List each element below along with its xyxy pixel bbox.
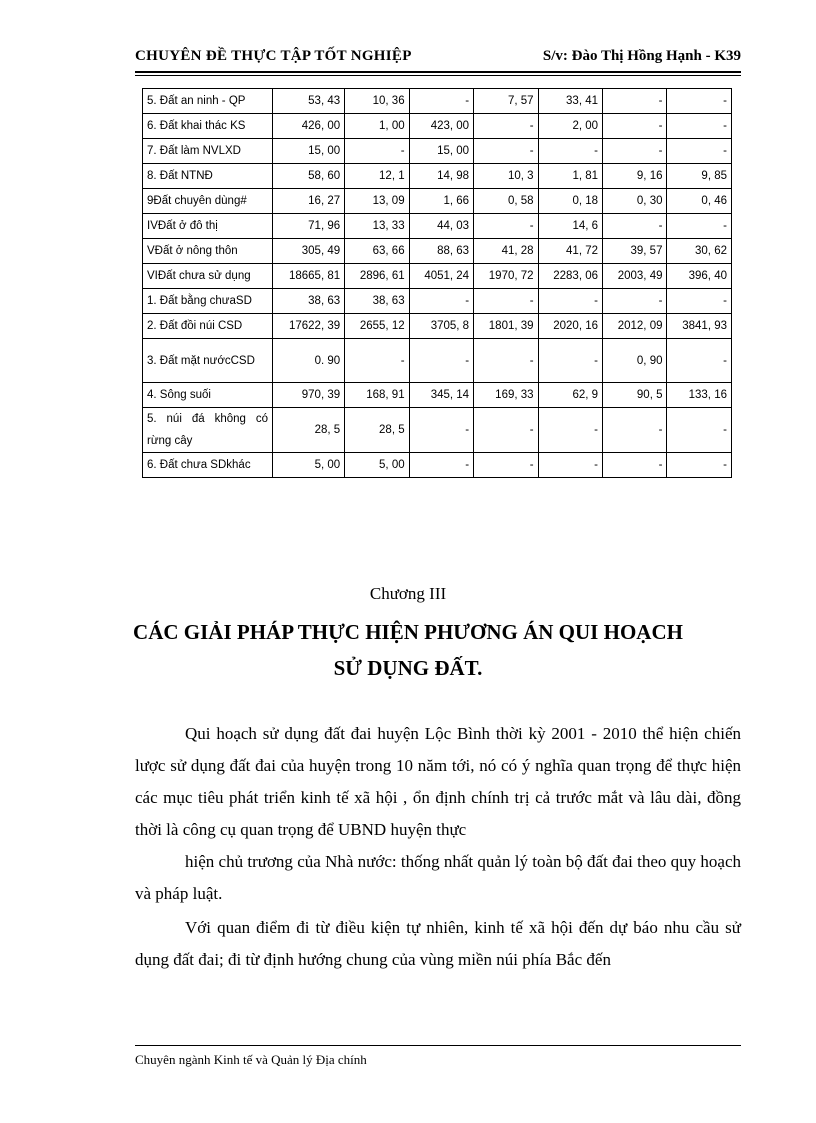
table-cell: 1, 81 xyxy=(538,164,602,189)
table-row xyxy=(143,383,732,408)
table-cell: 2655, 12 xyxy=(345,314,409,339)
table-cell: 5, 00 xyxy=(273,453,345,478)
row-label: 9Đất chuyên dùng# xyxy=(143,189,273,214)
paragraph-3: Với quan điểm đi từ điều kiện tự nhiên, kinh tế xã hội đến dự báo nhu cầu sử dụng đất đai; đi từ định hướng chung của vùng miền núi phía Bắc đến xyxy=(135,918,741,969)
table-cell: 345, 14 xyxy=(409,383,473,408)
table-cell: 41, 72 xyxy=(538,239,602,264)
table-cell: 2020, 16 xyxy=(538,314,602,339)
table-cell: 0, 58 xyxy=(474,189,538,214)
paragraph-2: hiện chủ trương của Nhà nước: thống nhất quản lý toàn bộ đất đai theo quy hoạch và pháp luật. xyxy=(135,852,741,903)
table-cell: 0, 46 xyxy=(667,189,732,214)
table-cell: 0, 18 xyxy=(538,189,602,214)
table-cell: - xyxy=(345,139,409,164)
table-cell: - xyxy=(667,289,732,314)
page-header xyxy=(135,48,741,70)
table-cell: 18665, 81 xyxy=(273,264,345,289)
table-cell: 169, 33 xyxy=(474,383,538,408)
table-cell: - xyxy=(538,453,602,478)
table-cell: 28, 5 xyxy=(273,408,345,453)
table-cell: - xyxy=(474,214,538,239)
row-label: IVĐất ở đô thị xyxy=(143,214,273,239)
table-cell: - xyxy=(667,114,732,139)
table-cell: 396, 40 xyxy=(667,264,732,289)
table-cell: 1801, 39 xyxy=(474,314,538,339)
table-cell: 62, 9 xyxy=(538,383,602,408)
table-row xyxy=(143,314,732,339)
table-cell: 7, 57 xyxy=(474,89,538,114)
header-document-type: CHUYÊN ĐỀ THỰC TẬP TỐT NGHIỆP xyxy=(135,48,412,64)
table-cell: - xyxy=(474,339,538,383)
paragraph-1: Qui hoạch sử dụng đất đai huyện Lộc Bình thời kỳ 2001 - 2010 thể hiện chiến lược sử dụng đất đai của huyện trong 10 năm tới, nó có ý nghĩa quan trọng để thực hiện các mục tiêu phát triển kinh tế xã hội , ổn định chính trị cả trước mắt và lâu dài, đồng thời là công cụ quan trọng để UBND huyện thực xyxy=(135,724,741,839)
header-rule xyxy=(135,71,741,73)
table-cell: 1, 00 xyxy=(345,114,409,139)
header-student-name: S/v: Đào Thị Hồng Hạnh - K39 xyxy=(542,48,741,64)
table-cell: 0. 90 xyxy=(273,339,345,383)
table-cell: - xyxy=(409,89,473,114)
header-rule-thin xyxy=(135,75,741,76)
body-text xyxy=(135,718,741,976)
table-cell: - xyxy=(667,408,732,453)
table-row xyxy=(143,139,732,164)
table-row xyxy=(143,239,732,264)
table-cell: 305, 49 xyxy=(273,239,345,264)
table-row xyxy=(143,408,732,453)
table-cell: 39, 57 xyxy=(603,239,667,264)
table-cell: 4051, 24 xyxy=(409,264,473,289)
table-cell: - xyxy=(603,214,667,239)
table-cell: - xyxy=(667,139,732,164)
table-cell: 1970, 72 xyxy=(474,264,538,289)
table-cell: 41, 28 xyxy=(474,239,538,264)
footer-rule xyxy=(135,1045,741,1046)
land-use-table xyxy=(142,88,732,478)
table-row xyxy=(143,264,732,289)
table-cell: 0, 30 xyxy=(603,189,667,214)
table-cell: 44, 03 xyxy=(409,214,473,239)
table-cell: 15, 00 xyxy=(273,139,345,164)
table-cell: - xyxy=(409,339,473,383)
table-cell: - xyxy=(603,289,667,314)
table-cell: 16, 27 xyxy=(273,189,345,214)
table-row xyxy=(143,289,732,314)
table-cell: - xyxy=(667,339,732,383)
table-cell: 426, 00 xyxy=(273,114,345,139)
table-cell: 168, 91 xyxy=(345,383,409,408)
table-cell: 0, 90 xyxy=(603,339,667,383)
table-cell: - xyxy=(345,339,409,383)
table-cell: 423, 00 xyxy=(409,114,473,139)
table-cell: 9, 85 xyxy=(667,164,732,189)
table-cell: 970, 39 xyxy=(273,383,345,408)
chapter-title xyxy=(0,614,816,686)
row-label: VĐất ở nông thôn xyxy=(143,239,273,264)
table-cell: - xyxy=(474,114,538,139)
row-label: 2. Đất đồi núi CSD xyxy=(143,314,273,339)
page-footer: Chuyên ngành Kinh tế và Quản lý Địa chính xyxy=(135,1052,367,1067)
table-cell: 14, 98 xyxy=(409,164,473,189)
table-cell: - xyxy=(409,453,473,478)
table-cell: - xyxy=(667,89,732,114)
row-label: 6. Đất khai thác KS xyxy=(143,114,273,139)
table-cell: - xyxy=(474,408,538,453)
table-cell: 12, 1 xyxy=(345,164,409,189)
table-cell: 3841, 93 xyxy=(667,314,732,339)
table-cell: 10, 36 xyxy=(345,89,409,114)
table-row xyxy=(143,89,732,114)
table-cell: 2283, 06 xyxy=(538,264,602,289)
table-cell: - xyxy=(538,339,602,383)
table-cell: 17622, 39 xyxy=(273,314,345,339)
table-cell: - xyxy=(474,453,538,478)
table-cell: 3705, 8 xyxy=(409,314,473,339)
row-label: VIĐất chưa sử dụng xyxy=(143,264,273,289)
table-cell: 13, 33 xyxy=(345,214,409,239)
table-row xyxy=(143,453,732,478)
table-cell: 10, 3 xyxy=(474,164,538,189)
table-cell: 53, 43 xyxy=(273,89,345,114)
table-cell: 33, 41 xyxy=(538,89,602,114)
table-cell: - xyxy=(538,289,602,314)
chapter-heading: Chương III xyxy=(369,584,447,603)
table-cell: 13, 09 xyxy=(345,189,409,214)
table-cell: 63, 66 xyxy=(345,239,409,264)
row-label: 7. Đất làm NVLXD xyxy=(143,139,273,164)
table-cell: 1, 66 xyxy=(409,189,473,214)
table-cell: 15, 00 xyxy=(409,139,473,164)
table-cell: - xyxy=(474,289,538,314)
table-cell: - xyxy=(474,139,538,164)
table-cell: - xyxy=(667,453,732,478)
table-cell: 30, 62 xyxy=(667,239,732,264)
row-label: 5. Đất an ninh - QP xyxy=(143,89,273,114)
table-cell: 2, 00 xyxy=(538,114,602,139)
table-cell: 14, 6 xyxy=(538,214,602,239)
table-cell: 71, 96 xyxy=(273,214,345,239)
table-cell: - xyxy=(603,408,667,453)
table-cell: 2896, 61 xyxy=(345,264,409,289)
table-cell: 88, 63 xyxy=(409,239,473,264)
table-cell: 2003, 49 xyxy=(603,264,667,289)
row-label: 3. Đất mặt nướcCSD xyxy=(143,339,273,383)
row-label: 8. Đất NTNĐ xyxy=(143,164,273,189)
chapter-title-line-2: SỬ DỤNG ĐẤT. xyxy=(333,656,483,680)
chapter-title-line-1: CÁC GIẢI PHÁP THỰC HIỆN PHƯƠNG ÁN QUI HOẠCH xyxy=(133,620,683,644)
table-row xyxy=(143,164,732,189)
table-row xyxy=(143,339,732,383)
table-cell: - xyxy=(409,408,473,453)
table-cell: - xyxy=(538,139,602,164)
table-cell: 9, 16 xyxy=(603,164,667,189)
table-cell: - xyxy=(603,114,667,139)
row-label: 4. Sông suối xyxy=(143,383,273,408)
table-cell: 5, 00 xyxy=(345,453,409,478)
table-cell: - xyxy=(409,289,473,314)
table-cell: - xyxy=(538,408,602,453)
table-cell: 2012, 09 xyxy=(603,314,667,339)
table-cell: 133, 16 xyxy=(667,383,732,408)
table-cell: 90, 5 xyxy=(603,383,667,408)
table-cell: - xyxy=(667,214,732,239)
table-cell: - xyxy=(603,89,667,114)
table-row xyxy=(143,214,732,239)
table-cell: - xyxy=(603,139,667,164)
table-row xyxy=(143,189,732,214)
table-cell: 58, 60 xyxy=(273,164,345,189)
row-label: 5. núi đá không có rừng cây xyxy=(143,408,273,453)
row-label: 1. Đất bằng chưaSD xyxy=(143,289,273,314)
table-cell: - xyxy=(603,453,667,478)
row-label: 6. Đất chưa SDkhác xyxy=(143,453,273,478)
table-cell: 38, 63 xyxy=(345,289,409,314)
table-cell: 38, 63 xyxy=(273,289,345,314)
table-cell: 28, 5 xyxy=(345,408,409,453)
table-row xyxy=(143,114,732,139)
